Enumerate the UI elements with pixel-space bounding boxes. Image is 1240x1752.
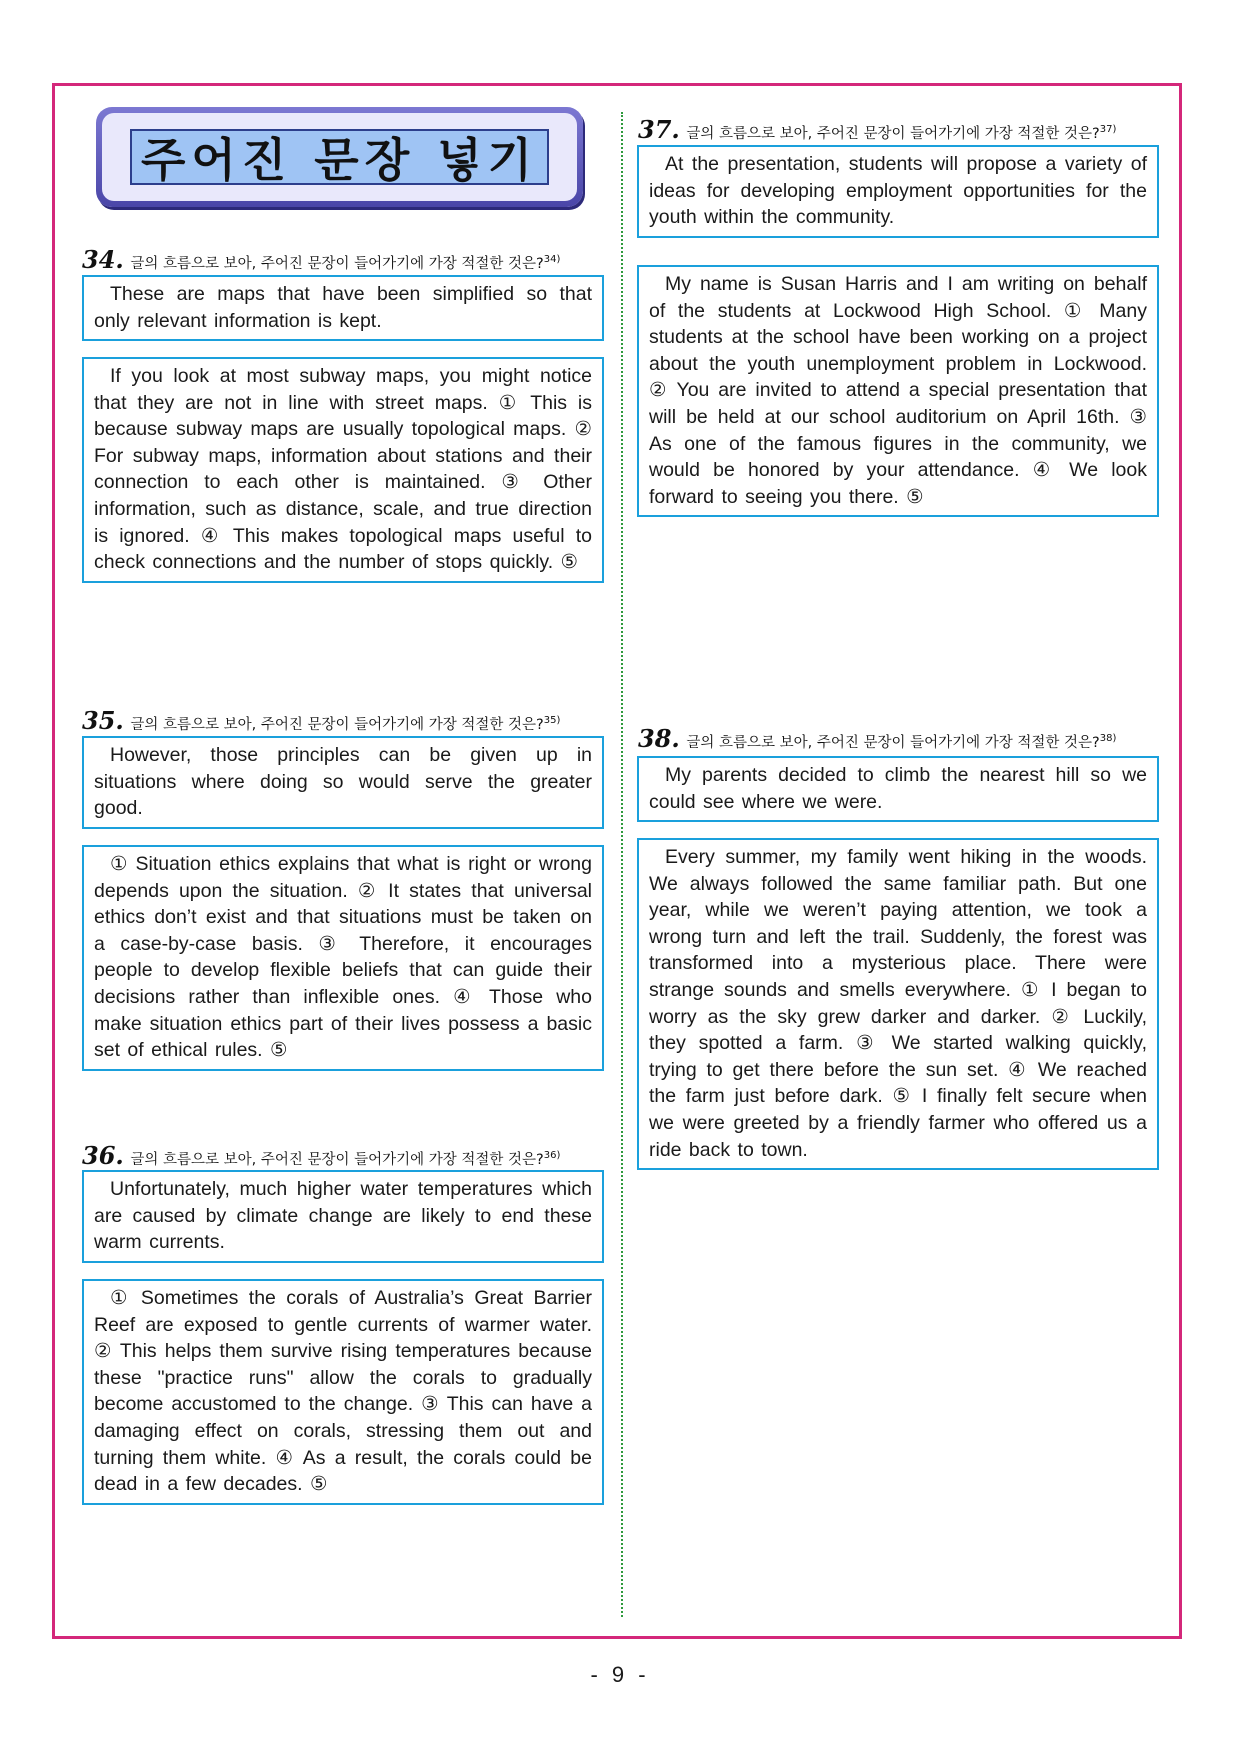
- given-sentence: Unfortunately, much higher water temperatures which are caused by climate change are likely to end these warm currents.: [94, 1178, 592, 1254]
- question-heading: [638, 115, 1116, 144]
- question-prompt: 글의 흐름으로 보아, 주어진 문장이 들어가기에 가장 적절한 것은?: [686, 735, 1100, 751]
- given-sentence: At the presentation, students will propose a variety of ideas for developing employment opportunities for the youth within the community.: [649, 153, 1147, 229]
- passage-box: [637, 838, 1159, 1170]
- footnote-marker: 35): [543, 715, 561, 727]
- given-sentence-box: [637, 145, 1159, 238]
- passage-text: Every summer, my family went hiking in the woods. We always followed the same familiar path. But one year, while we weren’t paying attention, we took a wrong turn and left the trail. Suddenly, the forest was transformed into a mysterious place. There were strange sounds and smells everywhere. ① I began to worry as the sky grew darker and darker. ② Luckily, they spotted a farm. ③ We started walking quickly, trying to get there before the sun set. ④ We reached the farm just before dark. ⑤ I finally felt secure when we were greeted by a friendly farmer who offered us a ride back to town.: [649, 846, 1147, 1161]
- question-number: 38.: [638, 724, 680, 753]
- passage-text: My name is Susan Harris and I am writing on behalf of the students at Lockwood High School. ① Many students at the school have been working on a project about the youth unemployment problem in Lockwood. ② You are invited to attend a special presentation that will be held at our school auditorium on April 16th. ③ As one of the famous figures in the community, we would be honored by your attendance. ④ We look forward to seeing you there. ⑤: [649, 273, 1147, 508]
- footnote-marker: 36): [543, 1150, 561, 1162]
- passage-text: ① Situation ethics explains that what is right or wrong depends upon the situation. ② It states that universal ethics don’t exist and that situations must be taken on a case-by-case basis. ③ Therefore, it encourages people to develop flexible beliefs that can guide their decisions rather than inflexible ones. ④ Those who make situation ethics part of their lives possess a basic set of ethical rules. ⑤: [94, 853, 592, 1062]
- footnote-marker: 38): [1099, 733, 1117, 745]
- section-banner: [96, 107, 583, 207]
- question-prompt: 글의 흐름으로 보아, 주어진 문장이 들어가기에 가장 적절한 것은?: [130, 717, 544, 733]
- passage-text: ① Sometimes the corals of Australia’s Great Barrier Reef are exposed to gentle currents of warmer water. ② This helps them survive rising temperatures because these "practice runs" allow the corals to gradually become accustomed to the change. ③ This can have a damaging effect on corals, stressing them out and turning them white. ④ As a result, the corals could be dead in a few decades. ⑤: [94, 1287, 592, 1496]
- question-number: 34.: [82, 245, 124, 274]
- question-number: 36.: [82, 1141, 124, 1170]
- question-prompt: 글의 흐름으로 보아, 주어진 문장이 들어가기에 가장 적절한 것은?: [130, 1152, 544, 1168]
- given-sentence-box: [82, 275, 604, 341]
- passage-box: [82, 845, 604, 1071]
- footnote-marker: 34): [543, 254, 561, 266]
- question-heading: [82, 706, 560, 735]
- given-sentence: However, those principles can be given up in situations where doing so would serve the greater good.: [94, 744, 592, 820]
- question-number: 37.: [638, 115, 680, 144]
- question-number: 35.: [82, 706, 124, 735]
- passage-box: [637, 265, 1159, 517]
- given-sentence-box: [82, 1170, 604, 1263]
- banner-border: [102, 113, 577, 201]
- question-prompt: 글의 흐름으로 보아, 주어진 문장이 들어가기에 가장 적절한 것은?: [686, 126, 1100, 142]
- column-divider: [621, 112, 623, 1617]
- given-sentence: My parents decided to climb the nearest hill so we could see where we were.: [649, 764, 1147, 813]
- footnote-marker: 37): [1099, 124, 1117, 136]
- question-heading: [82, 1141, 560, 1170]
- question-heading: [82, 245, 560, 274]
- question-prompt: 글의 흐름으로 보아, 주어진 문장이 들어가기에 가장 적절한 것은?: [130, 256, 544, 272]
- page-number: - 9 -: [590, 1662, 650, 1687]
- passage-box: [82, 357, 604, 583]
- given-sentence: These are maps that have been simplified so that only relevant information is kept.: [94, 283, 592, 332]
- banner-panel: [130, 129, 549, 185]
- section-title: 주어진 문장 넣기: [140, 133, 539, 187]
- passage-text: If you look at most subway maps, you might notice that they are not in line with street maps. ① This is because subway maps are usually topological maps. ② For subway maps, information about stations and their connection to each other is maintained. ③ Other information, such as distance, scale, and true direction is ignored. ④ This makes topological maps useful to check connections and the number of stops quickly. ⑤: [94, 365, 592, 574]
- given-sentence-box: [82, 736, 604, 829]
- given-sentence-box: [637, 756, 1159, 822]
- passage-box: [82, 1279, 604, 1505]
- question-heading: [638, 724, 1116, 753]
